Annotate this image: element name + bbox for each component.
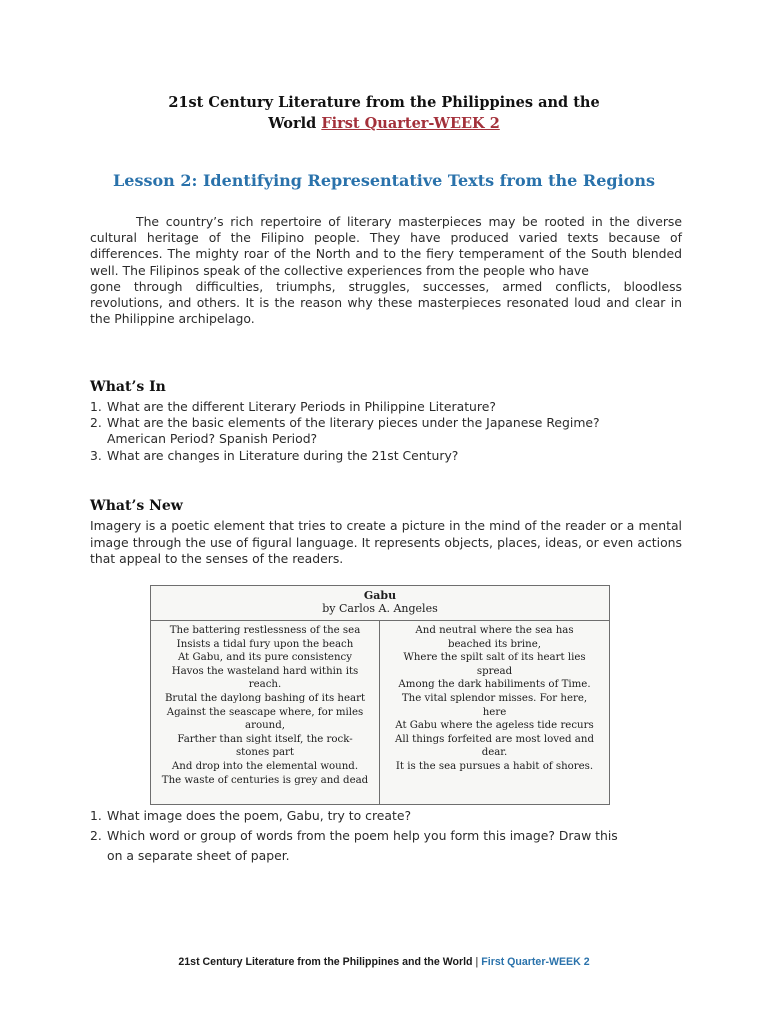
whats-in-list <box>90 399 690 464</box>
whats-in-heading: What’s In <box>90 379 166 395</box>
list-item <box>90 806 690 826</box>
poem-author: by Carlos A. Angeles <box>322 602 438 615</box>
page-title <box>0 92 768 134</box>
list-text-continued: American Period? Spanish Period? <box>107 431 318 447</box>
poem-line: All things forfeited are most loved and <box>395 733 594 745</box>
list-text: What are changes in Literature during the 21st Century? <box>107 447 459 463</box>
list-number: 1. <box>90 808 102 823</box>
poem-header <box>151 586 609 621</box>
list-text-continued: on a separate sheet of paper. <box>107 848 290 863</box>
poem-line: stones part <box>235 747 295 759</box>
page-footer <box>0 956 768 968</box>
list-number: 2. <box>90 828 102 843</box>
list-text: What are the basic elements of the literary pieces under the Japanese Regime? <box>107 415 600 431</box>
poem-line: The vital splendor misses. For here, <box>401 692 588 704</box>
poem-line: Insists a tidal fury upon the beach <box>176 638 354 650</box>
list-item <box>90 448 690 464</box>
list-number: 2. <box>90 415 102 431</box>
list-item <box>90 826 690 866</box>
list-item <box>90 415 690 447</box>
poem-line: The waste of centuries is grey and dead <box>161 774 369 786</box>
intro-text <box>90 214 682 327</box>
poem-line: Where the spilt salt of its heart lies <box>403 652 586 664</box>
poem-column-right <box>380 621 609 804</box>
list-text: Which word or group of words from the poem help you form this image? Draw this <box>107 828 618 843</box>
list-text: What are the different Literary Periods in Philippine Literature? <box>107 399 496 414</box>
poem-column-left <box>151 621 380 804</box>
poem-line: dear. <box>481 747 508 759</box>
footer-title: 21st Century Literature from the Philippines and the World <box>178 956 473 968</box>
list-number: 3. <box>90 447 102 463</box>
lesson-title: Lesson 2: Identifying Representative Texts from the Regions <box>113 171 655 190</box>
poem-line: Against the seascape where, for miles <box>166 706 364 718</box>
intro-paragraph-2: gone through difficulties, triumphs, struggles, successes, armed conflicts, bloodless revolutions, and others. It is the reason why these masterpieces resonated loud and clear in the Philippine archipelago. <box>90 278 682 327</box>
list-item <box>90 399 690 415</box>
footer-separator: | <box>475 956 479 968</box>
poem-line: And drop into the elemental wound. <box>171 760 359 772</box>
poem-line: beached its brine, <box>448 638 541 650</box>
poem-line: reach. <box>248 679 282 691</box>
poem-line: Farther than sight itself, the rock- <box>177 733 353 745</box>
poem-line: here <box>482 706 507 718</box>
list-text: What image does the poem, Gabu, try to create? <box>107 808 412 823</box>
questions-list <box>90 806 690 866</box>
footer-quarter: First Quarter-WEEK 2 <box>481 956 590 968</box>
poem-title: Gabu <box>363 589 397 602</box>
poem-table <box>150 585 610 805</box>
poem-line: It is the sea pursues a habit of shores. <box>395 760 594 772</box>
poem-line: Brutal the daylong bashing of its heart <box>164 692 366 704</box>
title-line-2 <box>0 113 768 134</box>
poem-line: At Gabu, and its pure consistency <box>178 652 352 664</box>
list-number: 1. <box>90 399 102 414</box>
whats-new-heading: What’s New <box>90 498 183 514</box>
title-world: World <box>268 115 317 132</box>
poem-line: And neutral where the sea has <box>415 625 574 636</box>
poem-line: At Gabu where the ageless tide recurs <box>395 720 594 732</box>
poem-line: spread <box>476 665 513 677</box>
intro-paragraph-1: The country’s rich repertoire of literary masterpieces may be rooted in the diverse cultural heritage of the Filipino people. They have produced varied texts because of differences. The mighty roar of the North and to the fiery temperament of the South blended well. The Filipinos speak of the collective experiences from the people who have <box>90 214 682 278</box>
poem-line: Among the dark habiliments of Time. <box>398 679 591 691</box>
poem-body <box>151 621 609 804</box>
poem-line: around, <box>245 720 285 732</box>
whats-new-paragraph: Imagery is a poetic element that tries to create a picture in the mind of the reader or a mental image through the use of figural language. It represents objects, places, ideas, or even actions that appeal to the senses of the readers. <box>90 518 682 566</box>
title-line-1: 21st Century Literature from the Philippines and the <box>168 94 600 111</box>
title-quarter-link[interactable]: First Quarter-WEEK 2 <box>321 115 500 132</box>
poem-line: The battering restlessness of the sea <box>169 625 361 636</box>
poem-line: Havos the wasteland hard within its <box>171 665 359 677</box>
